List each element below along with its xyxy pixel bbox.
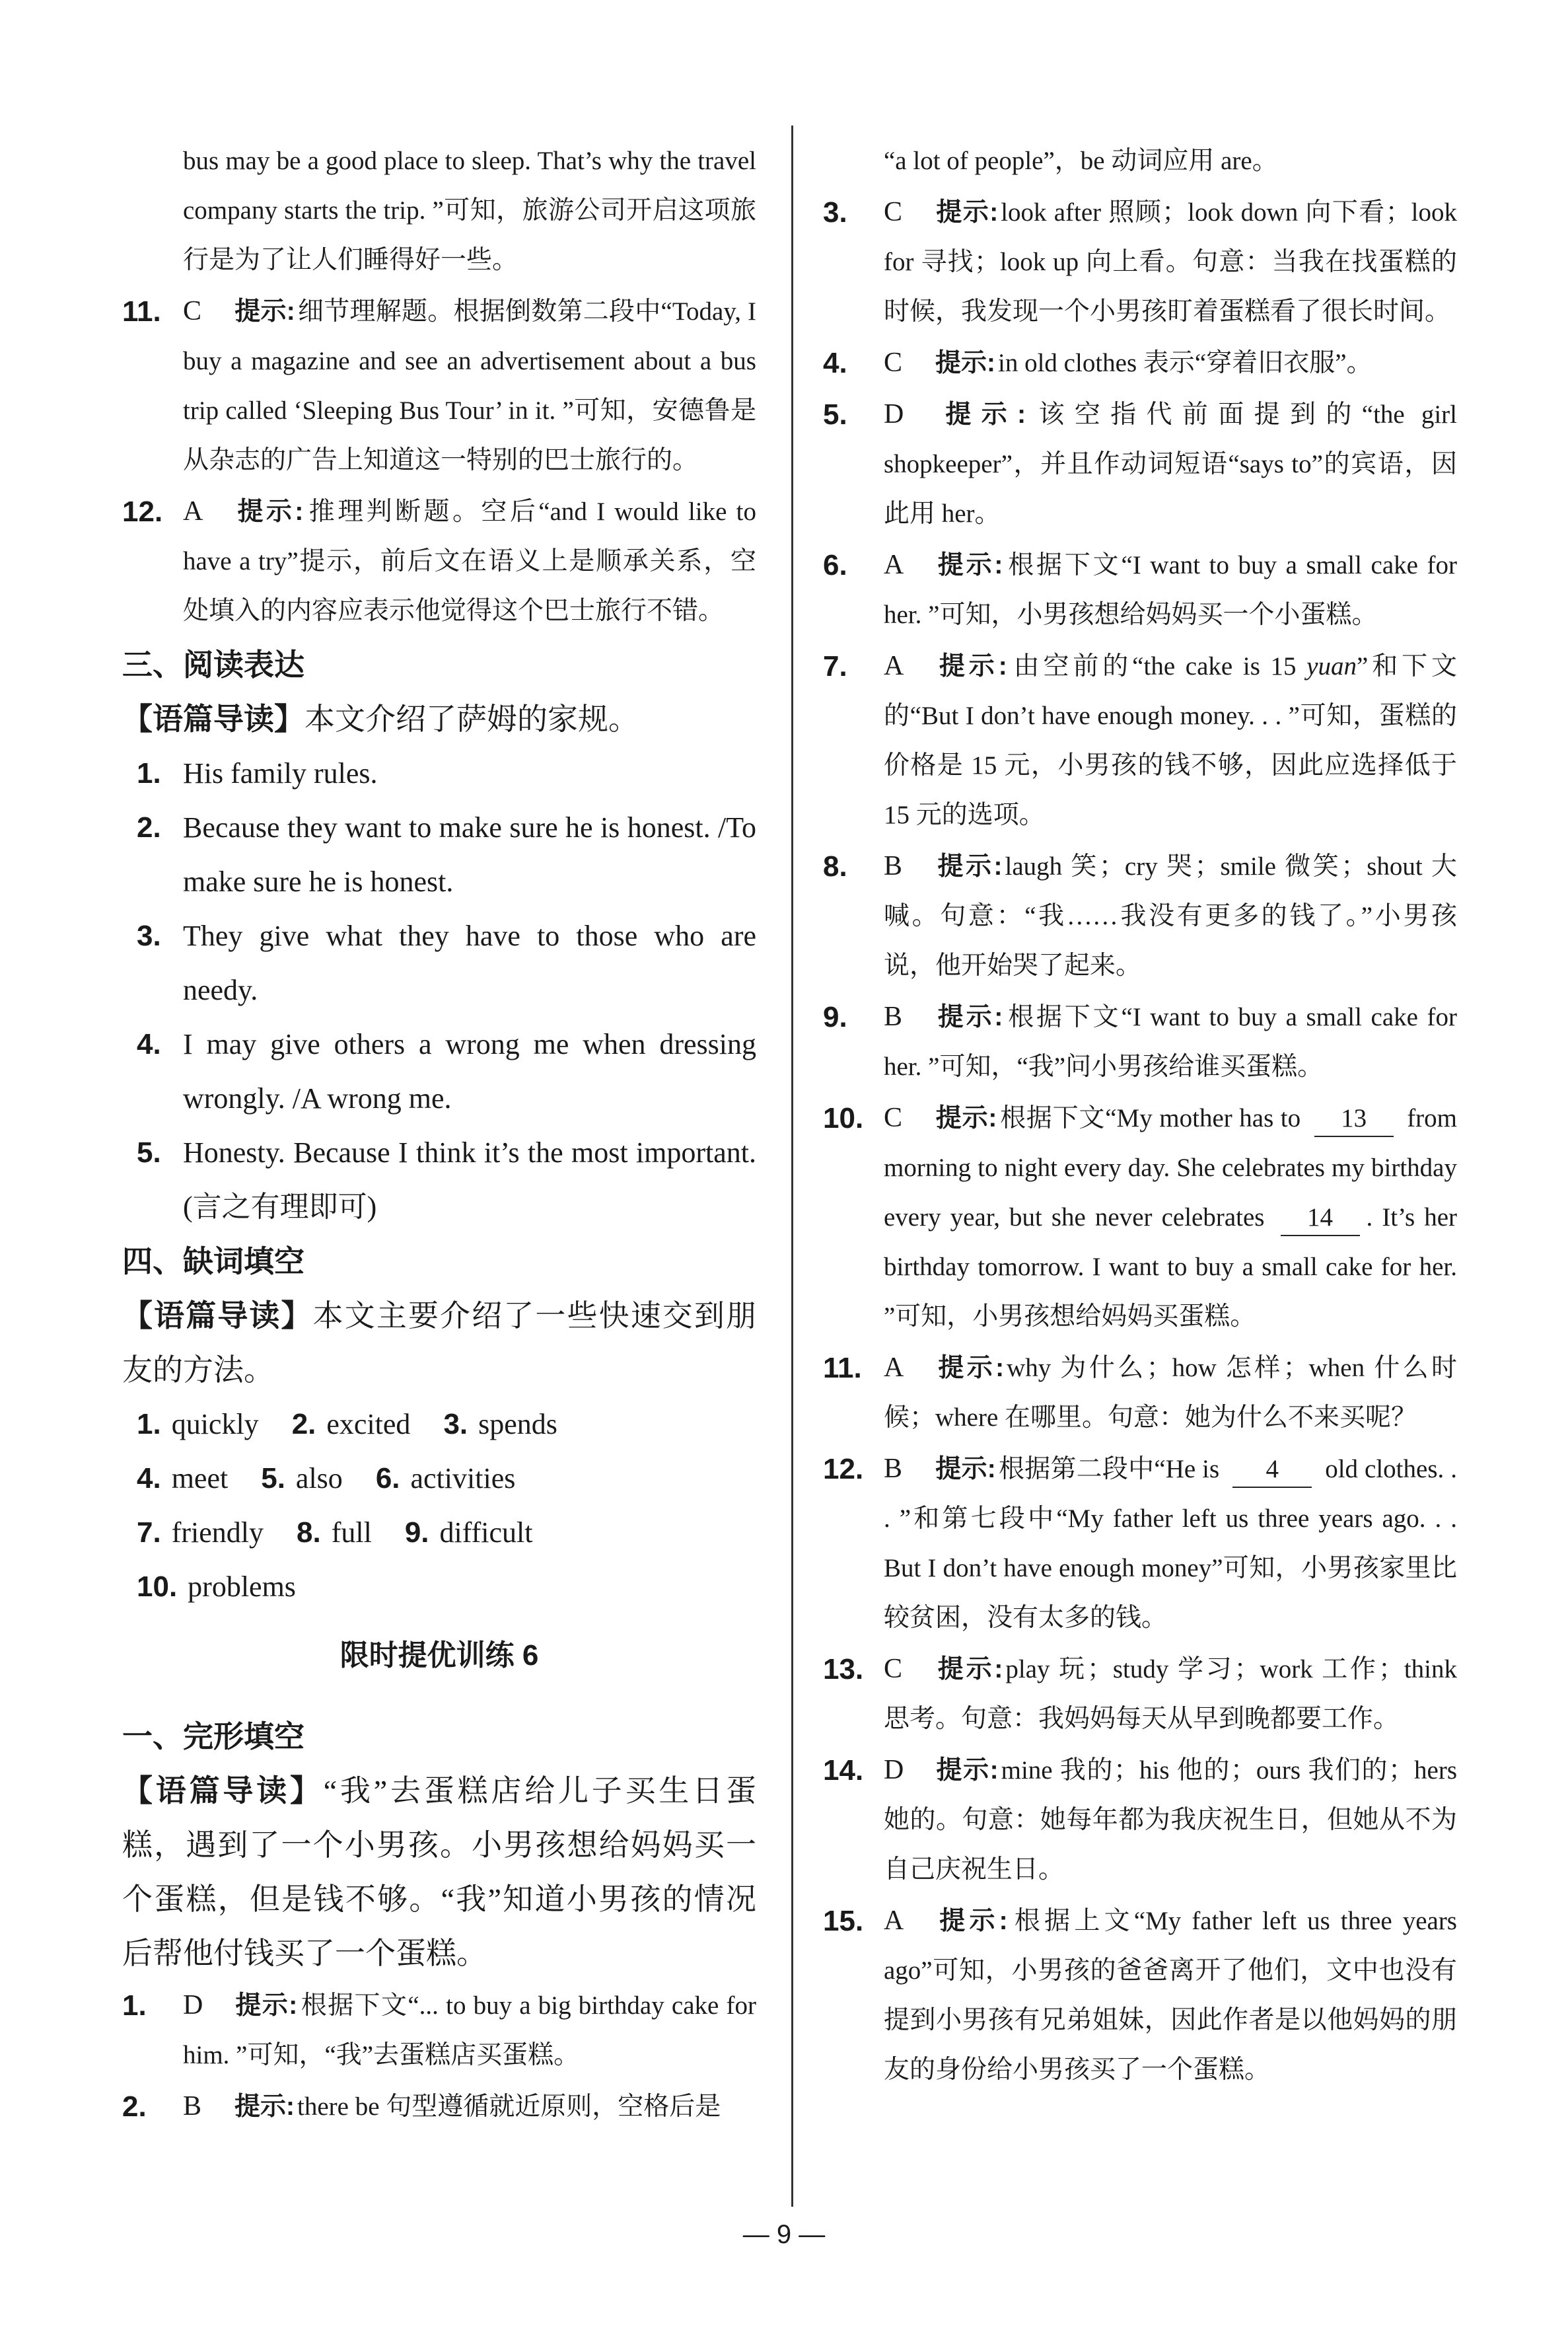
word-answer bbox=[292, 1397, 411, 1452]
guide-text: 本文主要介绍了一些快速交到朋友的方法。 bbox=[122, 1299, 757, 1387]
passage-guide bbox=[122, 1763, 756, 1981]
text-segment: 根据下文“I want to buy a small cake for her. ”可知，小男孩想给妈妈买一个小蛋糕。 bbox=[884, 551, 1457, 629]
item-number: 4. bbox=[823, 347, 847, 379]
item-number: 1. bbox=[122, 1989, 147, 2022]
written-answer bbox=[122, 747, 756, 801]
item-number: 8. bbox=[823, 850, 847, 883]
text-segment: why 为什么；how 怎样；when 什么时候；where 在哪里。句意：她为什么不来买呢？ bbox=[884, 1354, 1457, 1432]
answer-letter: C bbox=[884, 197, 903, 227]
text-segment: bus may be a good place to sleep. That’s why the travel company starts the trip. ”可知，旅游公司开启这项旅行是为了让人们睡得好一些。 bbox=[183, 147, 756, 274]
text-segment: 推理判断题。空后“and I would like to have a try”提示，前后文在语义上是顺承关系，空处填入的内容应表示他觉得这个巴士旅行不错。 bbox=[183, 498, 756, 625]
answer-text: His family rules. bbox=[183, 757, 378, 790]
word-answer bbox=[405, 1506, 533, 1560]
guide-text: “我”去蛋糕店给儿子买生日蛋糕，遇到了一个小男孩。小男孩想给妈妈买一个蛋糕，但是钱不够。“我”知道小男孩的情况后帮他付钱买了一个蛋糕。 bbox=[122, 1774, 757, 1970]
hint-label: 提示: bbox=[935, 1104, 997, 1132]
hint-label: 提示: bbox=[234, 2092, 295, 2121]
answer-item bbox=[122, 287, 756, 485]
right-column bbox=[823, 136, 1457, 2096]
word-answer bbox=[137, 1506, 264, 1560]
text-segment: look after 照顾；look down 向下看；look for 寻找；look up 向上看。句意：当我在找蛋糕的时候，我发现一个小男孩盯着蛋糕看了很长时间。 bbox=[884, 198, 1457, 326]
answer-word: difficult bbox=[439, 1516, 533, 1549]
answer-letter: D bbox=[183, 1990, 203, 2020]
exercise-title: 限时提优训练 6 bbox=[339, 1639, 539, 1672]
answer-word: quickly bbox=[171, 1408, 259, 1440]
answer-item bbox=[122, 487, 756, 636]
word-answers-row bbox=[122, 1506, 756, 1560]
item-number: 14. bbox=[823, 1754, 864, 1787]
guide-label: 【语篇导读】 bbox=[122, 1773, 324, 1808]
text-segment: there be 句型遵循就近原则，空格后是 bbox=[297, 2092, 721, 2121]
section-heading: 四、缺词填空 bbox=[122, 1244, 304, 1278]
answer-letter: A bbox=[884, 651, 904, 681]
written-answer bbox=[122, 801, 756, 909]
answer-letter: B bbox=[884, 1002, 903, 1032]
text-segment: 由空前的“the cake is 15 bbox=[1009, 652, 1307, 681]
column-divider bbox=[791, 126, 793, 2207]
answer-item bbox=[823, 1343, 1457, 1442]
hint-label: 提示: bbox=[935, 1655, 1003, 1683]
hint-label: 提示: bbox=[935, 1907, 1008, 1935]
blank-number: 4 bbox=[1232, 1452, 1312, 1488]
answer-letter: A bbox=[884, 550, 904, 580]
hint-label: 提示: bbox=[234, 498, 304, 526]
item-number: 5. bbox=[823, 398, 847, 431]
hint-label: 提示: bbox=[935, 1354, 1005, 1382]
answer-number: 7. bbox=[137, 1516, 161, 1549]
word-answer bbox=[443, 1397, 557, 1452]
text-segment: laugh 笑；cry 哭；smile 微笑；shout 大喊。句意：“我……我没有更多的钱了。”小男孩说，他开始哭了起来。 bbox=[884, 852, 1457, 980]
answer-letter: D bbox=[884, 1755, 904, 1785]
answer-letter: B bbox=[884, 851, 903, 881]
hint-label: 提示: bbox=[935, 652, 1007, 681]
continued-text bbox=[823, 136, 1457, 186]
answer-number: 1. bbox=[137, 1408, 161, 1440]
answer-word: problems bbox=[188, 1570, 296, 1603]
answer-item bbox=[823, 1644, 1457, 1744]
answer-letter: A bbox=[884, 1905, 904, 1936]
answer-number: 2. bbox=[291, 1408, 316, 1440]
answer-letter: D bbox=[884, 399, 904, 429]
hint-label: 提示: bbox=[234, 297, 295, 326]
answer-letter: A bbox=[183, 496, 203, 527]
text-segment: in old clothes 表示“穿着旧衣服”。 bbox=[998, 349, 1372, 377]
text-segment: 根据第二段中“He is bbox=[998, 1455, 1227, 1483]
item-number: 13. bbox=[823, 1653, 864, 1685]
text-segment: 根据下文“My mother has to bbox=[999, 1104, 1308, 1132]
hint-label: 提示: bbox=[935, 349, 995, 377]
item-number: 12. bbox=[122, 496, 163, 528]
item-number: 11. bbox=[122, 295, 161, 328]
answer-number: 2. bbox=[137, 811, 161, 844]
answer-item bbox=[823, 1746, 1457, 1894]
answer-word: also bbox=[295, 1462, 343, 1495]
hint-label: 提示: bbox=[935, 852, 1003, 881]
answer-text: Because they want to make sure he is honest. /To make sure he is honest. bbox=[183, 811, 756, 898]
answer-letter: C bbox=[884, 348, 903, 378]
word-answer bbox=[376, 1452, 516, 1506]
answer-letter: C bbox=[183, 296, 202, 326]
word-answers-row bbox=[122, 1452, 756, 1506]
text-segment: mine 我的；his 他的；ours 我们的；hers 她的。句意：她每年都为我庆祝生日，但她从不为自己庆祝生日。 bbox=[884, 1756, 1457, 1884]
text-segment: 根据下文“... to buy a big birthday cake for him. ”可知，“我”去蛋糕店买蛋糕。 bbox=[183, 1991, 756, 2069]
hint-label: 提示: bbox=[935, 400, 1026, 429]
text-segment: 根据上文“My father left us three years ago”可知，小男孩的爸爸离开了他们，文中也没有提到小男孩有兄弟姐妹，因此作者是以他妈妈的朋友的身份给小男孩买了一个蛋糕。 bbox=[884, 1907, 1457, 2084]
answer-text: Honesty. Because I think it’s the most important. (言之有理即可) bbox=[183, 1136, 756, 1223]
answer-number: 3. bbox=[137, 920, 161, 952]
continued-text bbox=[122, 136, 756, 285]
guide-label: 【语篇导读】 bbox=[122, 702, 304, 736]
item-number: 6. bbox=[823, 549, 847, 581]
answer-item bbox=[823, 1444, 1457, 1642]
item-number: 2. bbox=[122, 2090, 147, 2123]
answer-letter: A bbox=[884, 1352, 904, 1383]
passage-guide bbox=[122, 1288, 756, 1397]
word-answer bbox=[137, 1397, 259, 1452]
hint-label: 提示: bbox=[935, 1455, 996, 1483]
written-answer bbox=[122, 1126, 756, 1234]
word-answer bbox=[261, 1452, 343, 1506]
passage-guide bbox=[122, 692, 756, 747]
answer-item bbox=[823, 992, 1457, 1091]
answer-word: activities bbox=[410, 1462, 516, 1495]
answer-item bbox=[823, 1093, 1457, 1341]
item-number: 3. bbox=[823, 196, 847, 229]
hint-label: 提示: bbox=[935, 551, 1003, 579]
item-number: 11. bbox=[823, 1352, 862, 1384]
answer-word: friendly bbox=[171, 1516, 264, 1549]
answer-letter: C bbox=[884, 1654, 903, 1684]
page-number: — 9 — bbox=[742, 2220, 826, 2249]
guide-text: 本文介绍了萨姆的家规。 bbox=[304, 702, 639, 736]
answer-letter: C bbox=[884, 1103, 903, 1133]
hint-label: 提示: bbox=[935, 1003, 1003, 1031]
answer-number: 3. bbox=[443, 1408, 468, 1440]
answer-item bbox=[823, 338, 1457, 388]
text-segment: . It’s her birthday tomorrow. I want to buy a small cake for her. ”可知，小男孩想给妈妈买蛋糕。 bbox=[884, 1203, 1457, 1331]
written-answer bbox=[122, 1017, 756, 1126]
blank-number: 14 bbox=[1281, 1200, 1360, 1236]
word-answers-row bbox=[122, 1560, 756, 1614]
written-answer bbox=[122, 909, 756, 1017]
item-number: 9. bbox=[823, 1001, 847, 1033]
hint-label: 提示: bbox=[935, 1756, 999, 1785]
item-number: 10. bbox=[823, 1102, 864, 1134]
answer-item bbox=[122, 2082, 756, 2131]
word-answers-row bbox=[122, 1397, 756, 1452]
answer-item bbox=[823, 188, 1457, 336]
answer-number: 1. bbox=[137, 757, 161, 790]
answer-word: excited bbox=[326, 1408, 411, 1440]
answer-letter: B bbox=[884, 1454, 903, 1484]
text-segment: play 玩；study 学习；work 工作；think 思考。句意：我妈妈每天从早到晚都要工作。 bbox=[884, 1655, 1457, 1733]
answer-number: 5. bbox=[261, 1462, 285, 1495]
answer-text: I may give others a wrong me when dressing wrongly. /A wrong me. bbox=[183, 1028, 756, 1115]
answer-item bbox=[823, 842, 1457, 990]
answer-number: 9. bbox=[404, 1516, 429, 1549]
blank-number: 13 bbox=[1314, 1101, 1394, 1137]
answer-word: spends bbox=[478, 1408, 557, 1440]
section-heading: 三、阅读表达 bbox=[122, 647, 304, 682]
answer-item bbox=[823, 1896, 1457, 2094]
item-number: 7. bbox=[823, 650, 847, 683]
section-heading: 一、完形填空 bbox=[122, 1719, 304, 1753]
answer-item bbox=[122, 1981, 756, 2080]
answer-number: 6. bbox=[375, 1462, 400, 1495]
word-answer bbox=[137, 1452, 228, 1506]
answer-number: 10. bbox=[137, 1570, 178, 1603]
answer-word: full bbox=[331, 1516, 372, 1549]
text-segment: ”和下文的“But I don’t have enough money. . . ”可知，蛋糕的价格是 15 元，小男孩的钱不够，因此应选择低于 15 元的选项。 bbox=[884, 652, 1457, 829]
answer-number: 5. bbox=[137, 1136, 161, 1169]
answer-number: 4. bbox=[137, 1462, 161, 1495]
italic-term: yuan bbox=[1306, 652, 1357, 681]
answer-item bbox=[823, 540, 1457, 640]
answer-letter: B bbox=[183, 2091, 202, 2122]
hint-label: 提示: bbox=[234, 1991, 298, 2020]
item-number: 15. bbox=[823, 1905, 864, 1937]
text-segment: 细节理解题。根据倒数第二段中“Today, I buy a magazine and see an advertisement about a bus trip called ‘Sleeping Bus Tour’ in it. ”可知，安德鲁是从杂志的广告上知道这一特别的巴士旅行的。 bbox=[183, 297, 756, 474]
item-number: 12. bbox=[823, 1453, 864, 1485]
answer-number: 8. bbox=[297, 1516, 321, 1549]
answer-number: 4. bbox=[137, 1028, 161, 1060]
left-column bbox=[122, 136, 756, 2133]
answer-item bbox=[823, 390, 1457, 538]
text-segment: from morning to night every day. She celebrates my birthday every year, but she never celebrates bbox=[884, 1104, 1457, 1232]
word-answer bbox=[137, 1560, 296, 1614]
text-segment: old clothes. . . ”和第七段中“My father left us three years ago. . . But I don’t have enough money”可知，小男孩家里比较贫困，没有太多的钱。 bbox=[884, 1455, 1457, 1632]
hint-label: 提示: bbox=[935, 198, 999, 227]
text-segment: “a lot of people”，be 动词应用 are。 bbox=[884, 147, 1278, 175]
guide-label: 【语篇导读】 bbox=[122, 1298, 313, 1333]
answer-text: They give what they have to those who are needy. bbox=[183, 920, 756, 1006]
text-segment: 该空指代前面提到的“the girl shopkeeper”，并且作动词短语“says to”的宾语，因此用 her。 bbox=[884, 400, 1457, 528]
word-answer bbox=[297, 1506, 372, 1560]
answer-word: meet bbox=[171, 1462, 229, 1495]
answer-item bbox=[823, 642, 1457, 840]
text-segment: 根据下文“I want to buy a small cake for her. ”可知，“我”问小男孩给谁买蛋糕。 bbox=[884, 1003, 1457, 1081]
